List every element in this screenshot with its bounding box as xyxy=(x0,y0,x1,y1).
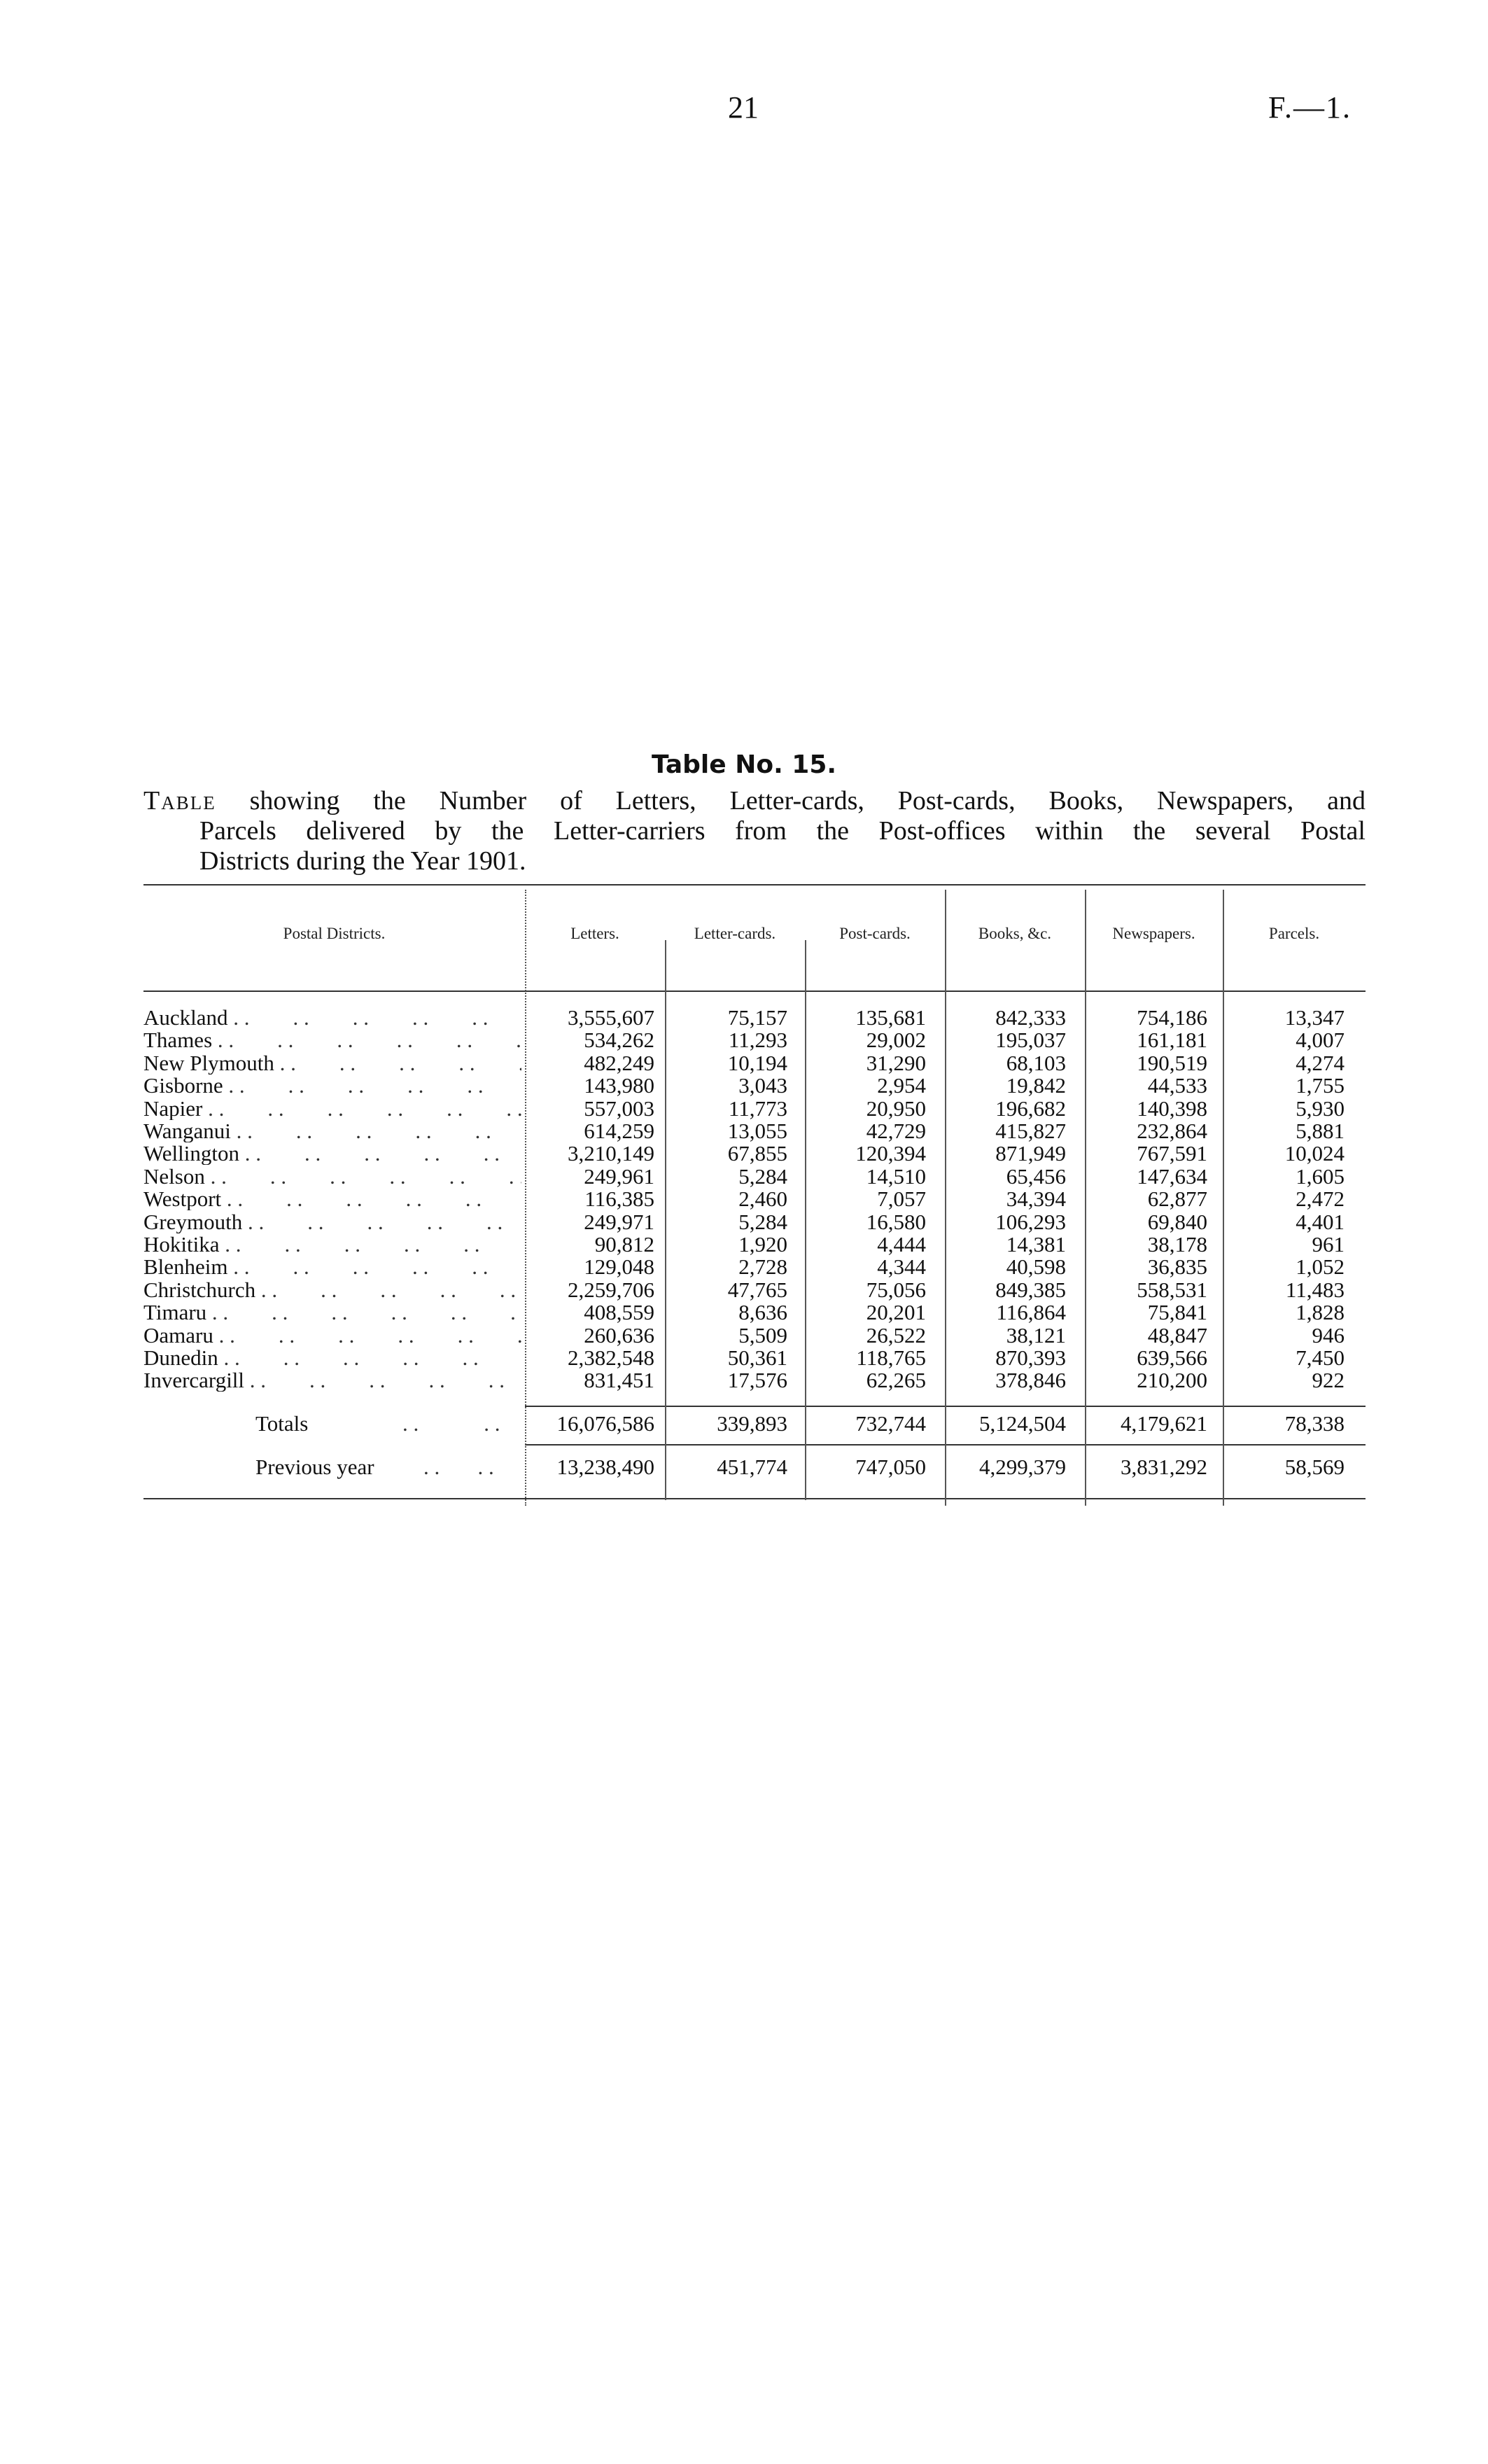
cell-newspapers: 639,566 xyxy=(1137,1345,1207,1370)
table-row xyxy=(143,1052,1366,1074)
cell-letter-cards: 2,460 xyxy=(738,1186,787,1212)
cell-newspapers: 44,533 xyxy=(1147,1073,1207,1098)
district-name: Thames . . xyxy=(143,1029,521,1051)
cell-post-cards: 42,729 xyxy=(866,1119,926,1143)
cell-letter-cards: 50,361 xyxy=(727,1345,787,1370)
table-row xyxy=(143,1279,1366,1301)
cell-parcels: 4,274 xyxy=(1296,1050,1345,1075)
previous-year-post-cards: 747,050 xyxy=(855,1455,926,1479)
district-name: Invercargill . . xyxy=(143,1369,521,1392)
cell-letter-cards: 47,765 xyxy=(727,1277,787,1302)
district-name: Auckland . . xyxy=(143,1007,521,1029)
district-name: Hokitika . . xyxy=(143,1233,521,1256)
cell-parcels: 10,024 xyxy=(1284,1141,1345,1166)
cell-letters: 2,259,706 xyxy=(568,1277,654,1302)
cell-parcels: 1,605 xyxy=(1296,1163,1345,1189)
cell-letter-cards: 1,920 xyxy=(738,1232,787,1256)
totals-parcels: 78,338 xyxy=(1284,1411,1345,1436)
cell-newspapers: 232,864 xyxy=(1137,1119,1207,1143)
cell-parcels: 11,483 xyxy=(1285,1277,1345,1302)
cell-letter-cards: 17,576 xyxy=(727,1368,787,1393)
cell-letters: 614,259 xyxy=(584,1119,654,1143)
cell-post-cards: 20,950 xyxy=(866,1096,926,1121)
cell-parcels: 1,052 xyxy=(1296,1254,1345,1280)
header-district: Postal Districts. xyxy=(283,925,386,942)
cell-parcels: 1,828 xyxy=(1296,1300,1345,1325)
district-name: Gisborne . . xyxy=(143,1074,521,1097)
table-bottom-rule xyxy=(143,1498,1366,1499)
previous-year-letters: 13,238,490 xyxy=(556,1455,654,1479)
cell-letter-cards: 10,194 xyxy=(727,1050,787,1075)
cell-letter-cards: 5,284 xyxy=(738,1163,787,1189)
previous-year-label: Previous year xyxy=(255,1455,374,1479)
table-row xyxy=(143,1347,1366,1369)
cell-newspapers: 147,634 xyxy=(1137,1163,1207,1189)
header-books: Books, &c. xyxy=(978,925,1052,942)
district-name: Westport . . xyxy=(143,1188,521,1210)
district-name: Dunedin . . xyxy=(143,1347,521,1369)
cell-post-cards: 120,394 xyxy=(855,1141,926,1166)
document-reference: F.—1. xyxy=(1268,90,1352,125)
cell-post-cards: 29,002 xyxy=(866,1028,926,1053)
table-row xyxy=(143,1074,1366,1097)
table-caption xyxy=(143,786,1366,876)
header-post-cards: Post-cards. xyxy=(839,925,911,942)
cell-parcels: 13,347 xyxy=(1284,1005,1345,1030)
cell-letters: 116,385 xyxy=(584,1186,654,1212)
cell-books: 116,864 xyxy=(996,1300,1066,1325)
totals-row xyxy=(143,1413,1366,1435)
cell-letter-cards: 11,293 xyxy=(728,1028,787,1053)
district-name: Nelson . . xyxy=(143,1166,521,1188)
cell-newspapers: 767,591 xyxy=(1137,1141,1207,1166)
cell-letter-cards: 75,157 xyxy=(727,1005,787,1030)
table-row xyxy=(143,1211,1366,1233)
page-number: 21 xyxy=(728,90,759,125)
district-name: Timaru . . xyxy=(143,1301,521,1324)
cell-letters: 143,980 xyxy=(584,1073,654,1098)
cell-letter-cards: 5,284 xyxy=(738,1209,787,1234)
cell-books: 38,121 xyxy=(1006,1322,1066,1348)
header-letter-cards: Letter-cards. xyxy=(694,925,776,942)
cell-letters: 249,971 xyxy=(584,1209,654,1234)
district-name: Wellington . . xyxy=(143,1142,521,1165)
cell-letter-cards: 5,509 xyxy=(738,1322,787,1348)
table-row xyxy=(143,1120,1366,1142)
previous-year-parcels: 58,569 xyxy=(1284,1455,1345,1479)
cell-parcels: 4,007 xyxy=(1296,1028,1345,1053)
district-name: Napier . . xyxy=(143,1098,521,1120)
table-row xyxy=(143,1007,1366,1029)
caption-line-2: Parcels delivered by the Letter-carriers from the Post-offices within the several Postal xyxy=(199,816,1366,846)
cell-letters: 129,048 xyxy=(584,1254,654,1280)
cell-books: 842,333 xyxy=(995,1005,1066,1030)
table-row xyxy=(143,1188,1366,1210)
cell-post-cards: 118,765 xyxy=(856,1345,926,1370)
cell-post-cards: 16,580 xyxy=(866,1209,926,1234)
header-letters: Letters. xyxy=(570,925,619,942)
cell-letter-cards: 3,043 xyxy=(738,1073,787,1098)
cell-letters: 482,249 xyxy=(584,1050,654,1075)
cell-books: 40,598 xyxy=(1006,1254,1066,1280)
table-row xyxy=(143,1163,1366,1189)
cell-books: 34,394 xyxy=(1006,1186,1066,1212)
district-name: Christchurch . . xyxy=(143,1279,521,1301)
cell-parcels: 4,401 xyxy=(1296,1209,1345,1234)
cell-books: 849,385 xyxy=(995,1277,1066,1302)
cell-newspapers: 38,178 xyxy=(1147,1232,1207,1256)
table-row xyxy=(143,1142,1366,1165)
table-top-rule xyxy=(143,884,1366,886)
cell-letters: 260,636 xyxy=(584,1322,654,1348)
cell-post-cards: 4,344 xyxy=(877,1254,926,1280)
header-parcels: Parcels. xyxy=(1268,925,1320,942)
cell-parcels: 5,930 xyxy=(1296,1096,1345,1121)
cell-letter-cards: 2,728 xyxy=(738,1254,787,1280)
cell-newspapers: 140,398 xyxy=(1137,1096,1207,1121)
totals-post-cards: 732,744 xyxy=(855,1411,926,1436)
cell-letters: 90,812 xyxy=(594,1232,654,1256)
cell-newspapers: 754,186 xyxy=(1137,1005,1207,1030)
cell-parcels: 7,450 xyxy=(1296,1345,1345,1370)
cell-books: 106,293 xyxy=(995,1209,1066,1234)
cell-books: 195,037 xyxy=(995,1028,1066,1053)
cell-letters: 3,210,149 xyxy=(568,1141,654,1166)
cell-newspapers: 210,200 xyxy=(1137,1368,1207,1393)
cell-parcels: 2,472 xyxy=(1296,1186,1345,1212)
cell-books: 19,842 xyxy=(1006,1073,1066,1098)
caption-lead: Table xyxy=(143,786,216,816)
cell-post-cards: 14,510 xyxy=(866,1163,926,1189)
district-name: New Plymouth . . xyxy=(143,1052,521,1074)
cell-letter-cards: 11,773 xyxy=(728,1096,787,1121)
table-row xyxy=(143,1301,1366,1324)
cell-parcels: 922 xyxy=(1312,1368,1345,1393)
cell-letters: 831,451 xyxy=(584,1368,654,1393)
totals-label: Totals xyxy=(255,1411,309,1436)
table-row xyxy=(143,1324,1366,1347)
cell-parcels: 5,881 xyxy=(1296,1119,1345,1143)
cell-post-cards: 7,057 xyxy=(877,1186,926,1212)
cell-books: 68,103 xyxy=(1006,1050,1066,1075)
previous-year-row xyxy=(143,1456,1366,1478)
cell-letter-cards: 67,855 xyxy=(727,1141,787,1166)
cell-letters: 408,559 xyxy=(584,1300,654,1325)
cell-newspapers: 48,847 xyxy=(1147,1322,1207,1348)
cell-letters: 249,961 xyxy=(584,1163,654,1189)
totals-books: 5,124,504 xyxy=(979,1411,1066,1436)
cell-newspapers: 36,835 xyxy=(1147,1254,1207,1280)
header-bottom-rule xyxy=(143,990,1366,992)
cell-newspapers: 62,877 xyxy=(1147,1186,1207,1212)
caption-line-3: Districts during the Year 1901. xyxy=(199,846,526,876)
postal-table xyxy=(143,884,1366,1508)
table-row xyxy=(143,1233,1366,1256)
cell-books: 871,949 xyxy=(995,1141,1066,1166)
table-row xyxy=(143,1256,1366,1278)
table-row xyxy=(143,1029,1366,1051)
cell-newspapers: 190,519 xyxy=(1137,1050,1207,1075)
cell-post-cards: 62,265 xyxy=(866,1368,926,1393)
caption-line-1: showing the Number of Letters, Letter-cards, Post-cards, Books, Newspapers, and xyxy=(249,786,1366,816)
cell-letters: 3,555,607 xyxy=(568,1005,654,1030)
cell-post-cards: 26,522 xyxy=(866,1322,926,1348)
previous-year-leader: . . . . xyxy=(423,1455,494,1479)
table-title: Table No. 15. xyxy=(651,750,837,779)
totals-newspapers: 4,179,621 xyxy=(1121,1411,1207,1436)
cell-post-cards: 31,290 xyxy=(866,1050,926,1075)
cell-newspapers: 161,181 xyxy=(1137,1028,1207,1053)
cell-books: 415,827 xyxy=(995,1119,1066,1143)
cell-books: 870,393 xyxy=(995,1345,1066,1370)
cell-post-cards: 2,954 xyxy=(877,1073,926,1098)
header-newspapers: Newspapers. xyxy=(1112,925,1195,942)
cell-letters: 557,003 xyxy=(584,1096,654,1121)
previous-year-newspapers: 3,831,292 xyxy=(1121,1455,1207,1479)
cell-newspapers: 75,841 xyxy=(1147,1300,1207,1325)
totals-letter-cards: 339,893 xyxy=(717,1411,787,1436)
cell-newspapers: 558,531 xyxy=(1137,1277,1207,1302)
cell-post-cards: 4,444 xyxy=(877,1232,926,1256)
district-name: Oamaru . . xyxy=(143,1324,521,1347)
cell-parcels: 946 xyxy=(1312,1322,1345,1348)
totals-leader: . . . . xyxy=(402,1411,500,1436)
totals-letters: 16,076,586 xyxy=(556,1411,654,1436)
table-row xyxy=(143,1369,1366,1392)
district-name: Wanganui . . xyxy=(143,1120,521,1142)
table-row xyxy=(143,1098,1366,1120)
cell-books: 378,846 xyxy=(995,1368,1066,1393)
cell-post-cards: 75,056 xyxy=(866,1277,926,1302)
cell-post-cards: 20,201 xyxy=(866,1300,926,1325)
cell-letters: 2,382,548 xyxy=(568,1345,654,1370)
cell-parcels: 961 xyxy=(1312,1232,1345,1256)
cell-letter-cards: 13,055 xyxy=(727,1119,787,1143)
cell-letter-cards: 8,636 xyxy=(738,1300,787,1325)
cell-books: 65,456 xyxy=(1006,1163,1066,1189)
cell-post-cards: 135,681 xyxy=(855,1005,926,1030)
previous-year-letter-cards: 451,774 xyxy=(717,1455,787,1479)
district-name: Greymouth . . xyxy=(143,1211,521,1233)
cell-letters: 534,262 xyxy=(584,1028,654,1053)
cell-books: 196,682 xyxy=(995,1096,1066,1121)
cell-books: 14,381 xyxy=(1006,1232,1066,1256)
district-name: Blenheim . . xyxy=(143,1256,521,1278)
previous-year-books: 4,299,379 xyxy=(979,1455,1066,1479)
cell-newspapers: 69,840 xyxy=(1147,1209,1207,1234)
cell-parcels: 1,755 xyxy=(1296,1073,1345,1098)
